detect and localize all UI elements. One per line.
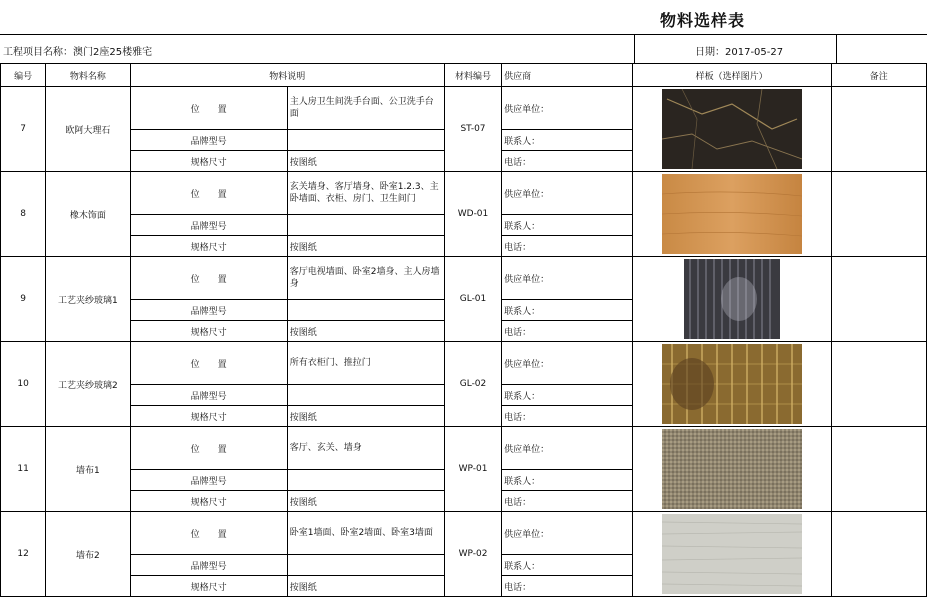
size-label: 规格尺寸 [130, 406, 287, 427]
material-code: WD-01 [444, 172, 501, 257]
size-label: 规格尺寸 [130, 236, 287, 257]
wallcloth-swatch-image [662, 514, 802, 594]
position-value: 主人房卫生间洗手台面、公卫洗手台面 [287, 87, 444, 130]
position-value: 卧室1墙面、卧室2墙面、卧室3墙面 [287, 512, 444, 555]
brand-label: 品牌型号 [130, 470, 287, 491]
table-row [1, 87, 927, 130]
divider [836, 34, 837, 63]
brand-value [287, 130, 444, 151]
phone-label: 电话： [502, 406, 633, 427]
brand-label: 品牌型号 [130, 130, 287, 151]
divider [634, 34, 635, 63]
wallcloth-swatch-image [662, 429, 802, 509]
header-note: 备注 [831, 64, 926, 87]
phone-label: 电话： [502, 576, 633, 597]
header-supplier: 供应商 [502, 64, 633, 87]
note-cell [831, 342, 926, 427]
phone-label: 电话： [502, 151, 633, 172]
marble-swatch-image [662, 89, 802, 169]
size-label: 规格尺寸 [130, 491, 287, 512]
header-name: 物料名称 [46, 64, 130, 87]
size-value: 按图纸 [287, 576, 444, 597]
position-label: 位 置 [130, 257, 287, 300]
phone-label: 电话： [502, 321, 633, 342]
material-code: GL-01 [444, 257, 501, 342]
title-row [0, 0, 927, 35]
size-value: 按图纸 [287, 491, 444, 512]
header-no: 编号 [1, 64, 46, 87]
brand-label: 品牌型号 [130, 555, 287, 576]
row-number: 8 [1, 172, 46, 257]
date-label: 日期：2017-05-27 [695, 47, 784, 58]
table-header-row [1, 64, 927, 87]
brand-value [287, 385, 444, 406]
header-sample: 样板（选样图片） [632, 64, 831, 87]
table-row [1, 512, 927, 555]
contact-label: 联系人： [502, 470, 633, 491]
position-label: 位 置 [130, 87, 287, 130]
table-row [1, 172, 927, 215]
supplier-label: 供应单位： [502, 257, 633, 300]
sample-cell [632, 172, 831, 257]
note-cell [831, 87, 926, 172]
contact-label: 联系人： [502, 555, 633, 576]
size-value: 按图纸 [287, 321, 444, 342]
sample-cell [632, 427, 831, 512]
size-label: 规格尺寸 [130, 321, 287, 342]
supplier-label: 供应单位： [502, 172, 633, 215]
position-value: 所有衣柜门、推拉门 [287, 342, 444, 385]
position-label: 位 置 [130, 427, 287, 470]
note-cell [831, 172, 926, 257]
position-value: 客厅电视墙面、卧室2墙身、主人房墙身 [287, 257, 444, 300]
material-code: ST-07 [444, 87, 501, 172]
brand-value [287, 300, 444, 321]
header-code: 材料编号 [444, 64, 501, 87]
material-name: 橡木饰面 [46, 172, 130, 257]
sample-cell [632, 342, 831, 427]
sheet-title: 物料选样表 [660, 11, 746, 30]
oak-swatch-image [662, 174, 802, 254]
position-value: 玄关墙身、客厅墙身、卧室1.2.3、主卧墙面、衣柜、房门、卫生间门 [287, 172, 444, 215]
brand-label: 品牌型号 [130, 215, 287, 236]
header-desc: 物料说明 [130, 64, 444, 87]
size-value: 按图纸 [287, 236, 444, 257]
size-value: 按图纸 [287, 406, 444, 427]
size-label: 规格尺寸 [130, 151, 287, 172]
sample-cell [632, 87, 831, 172]
position-label: 位 置 [130, 342, 287, 385]
brand-label: 品牌型号 [130, 385, 287, 406]
supplier-label: 供应单位： [502, 427, 633, 470]
material-name: 墙布2 [46, 512, 130, 597]
table-row [1, 342, 927, 385]
size-value: 按图纸 [287, 151, 444, 172]
note-cell [831, 427, 926, 512]
sample-cell [632, 257, 831, 342]
row-number: 9 [1, 257, 46, 342]
glass-swatch-image [662, 344, 802, 424]
material-code: WP-01 [444, 427, 501, 512]
phone-label: 电话： [502, 236, 633, 257]
position-label: 位 置 [130, 172, 287, 215]
material-name: 欧阿大理石 [46, 87, 130, 172]
glass-swatch-image [684, 259, 780, 339]
row-number: 12 [1, 512, 46, 597]
table-row [1, 257, 927, 300]
row-number: 11 [1, 427, 46, 512]
supplier-label: 供应单位： [502, 87, 633, 130]
position-value: 客厅、玄关、墙身 [287, 427, 444, 470]
position-label: 位 置 [130, 512, 287, 555]
contact-label: 联系人： [502, 130, 633, 151]
brand-value [287, 215, 444, 236]
material-code: GL-02 [444, 342, 501, 427]
note-cell [831, 512, 926, 597]
project-row [0, 34, 927, 64]
brand-label: 品牌型号 [130, 300, 287, 321]
material-code: WP-02 [444, 512, 501, 597]
row-number: 10 [1, 342, 46, 427]
contact-label: 联系人： [502, 300, 633, 321]
brand-value [287, 470, 444, 491]
material-table [0, 63, 927, 597]
material-name: 工艺夹纱玻璃2 [46, 342, 130, 427]
contact-label: 联系人： [502, 215, 633, 236]
size-label: 规格尺寸 [130, 576, 287, 597]
row-number: 7 [1, 87, 46, 172]
brand-value [287, 555, 444, 576]
sample-cell [632, 512, 831, 597]
note-cell [831, 257, 926, 342]
project-name: 工程项目名称：澳门2座25楼雅宅 [3, 47, 153, 58]
material-name: 墙布1 [46, 427, 130, 512]
material-name: 工艺夹纱玻璃1 [46, 257, 130, 342]
supplier-label: 供应单位： [502, 512, 633, 555]
table-row [1, 427, 927, 470]
contact-label: 联系人： [502, 385, 633, 406]
phone-label: 电话： [502, 491, 633, 512]
supplier-label: 供应单位： [502, 342, 633, 385]
